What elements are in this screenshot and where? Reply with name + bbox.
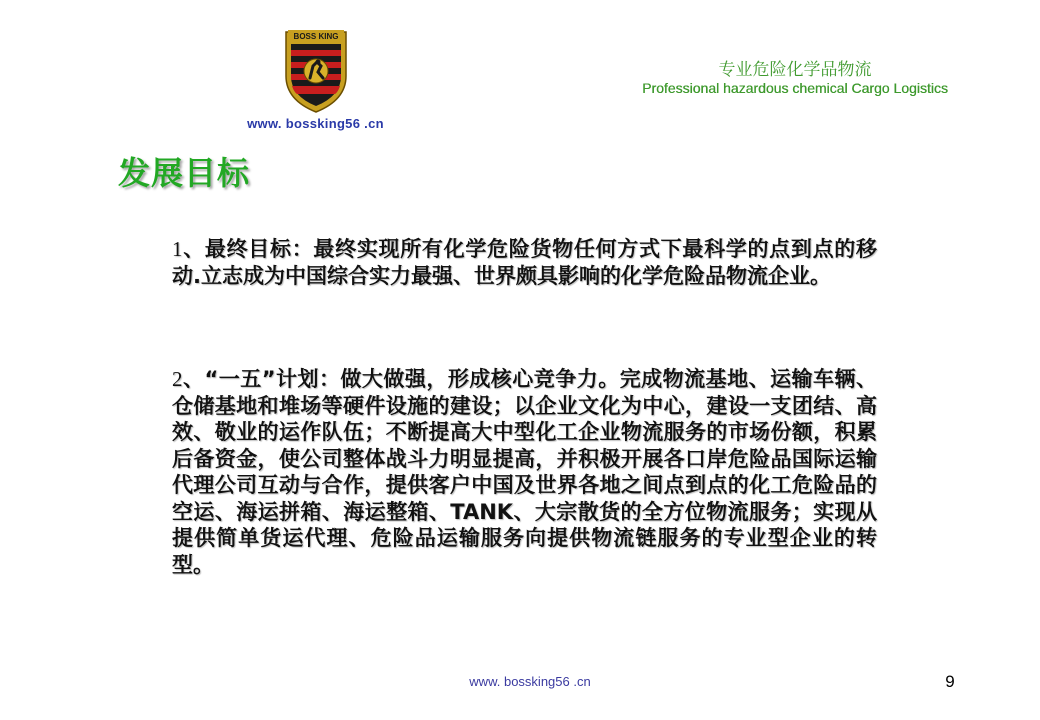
tagline-english: Professional hazardous chemical Cargo Logistics — [642, 80, 948, 96]
paragraph-number: 2 — [172, 367, 183, 391]
tagline-chinese: 专业危险化学品物流 — [718, 60, 872, 80]
page-number: 9 — [945, 672, 955, 691]
paragraph-number: 1 — [172, 237, 183, 261]
logo-url: www. bossking56 .cn — [247, 116, 384, 131]
boss-king-logo — [280, 26, 352, 114]
footer-url: www. bossking56 .cn — [469, 674, 591, 689]
page-title: 发展目标 — [118, 154, 251, 192]
goal-paragraph-five-year-plan — [172, 366, 877, 578]
paragraph-text: 、“一五”计划：做大做强，形成核心竞争力。完成物流基地、运输车辆、仓储基地和堆场等硬件设施的建设；以企业文化为中心，建设一支团结、高效、敬业的运作队伍；不断提高大中型化工企业物流服务的市场份额，积累后备资金，使公司整体战斗力明显提高，并积极开展各口岸危险品国际运输代理公司互动与合作，提供客户中国及世界各地之间点到点的化工危险品的空运、海运拼箱、海运整箱、TANK、大宗散货的全方位物流服务；实现从提供简单货运代理、危险品运输服务向提供物流链服务的专业型企业的转型。 — [172, 367, 877, 577]
paragraph-text: 、最终目标：最终实现所有化学危险货物任何方式下最科学的点到点的移动.立志成为中国综合实力最强、世界颇具影响的化学危险品物流企业。 — [172, 237, 877, 288]
logo-text: BOSS KING — [293, 32, 339, 41]
goal-paragraph-final — [172, 236, 877, 289]
